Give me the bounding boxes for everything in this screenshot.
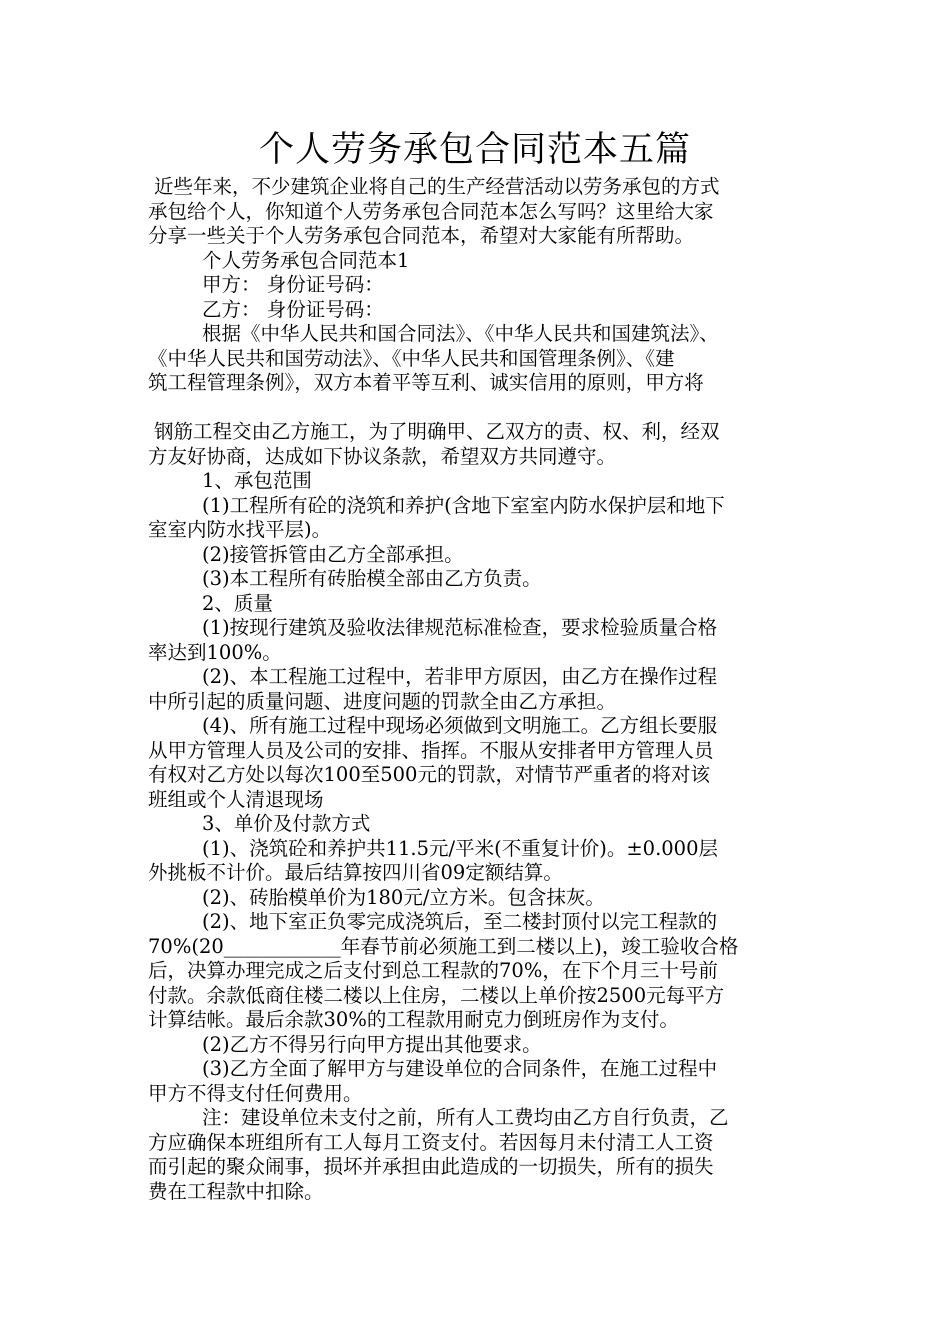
intro-line: 近些年来，不少建筑企业将自己的生产经营活动以劳务承包的方式	[154, 175, 720, 198]
note-line: 方应确保本班组所有工人每月工资支付。若因每月未付清工人工资	[148, 1130, 714, 1154]
intro-line: 分享一些关于个人劳务承包合同范本，希望对大家能有所帮助。	[148, 224, 695, 247]
document-title: 个人劳务承包合同范本五篇	[258, 130, 691, 170]
clause-line: 率达到100%。	[148, 640, 282, 664]
clause-line: (1)按现行建筑及验收法律规范标准检查，要求检验质量合格	[202, 616, 718, 639]
clause-line: 从甲方管理人员及公司的安排、指挥。不服从安排者甲方管理人员	[148, 738, 714, 762]
clause-line: (1)工程所有砼的浇筑和养护(含地下室室内防水保护层和地下	[202, 493, 725, 517]
clause-line: 外挑板不计价。最后结算按四川省09定额结算。	[148, 861, 563, 884]
clause-line: 后，决算办理完成之后支付到总工程款的70%，在下个月三十号前	[148, 959, 718, 982]
clause-line: (3)乙方全面了解甲方与建设单位的合同条件，在施工过程中	[202, 1057, 718, 1080]
basis-line: 筑工程管理条例》，双方本着平等互利、诚实信用的原则，甲方将	[148, 371, 704, 394]
clause-line: 有权对乙方处以每次100至500元的罚款，对情节严重者的将对该	[148, 763, 710, 786]
basis-cont-line: 方友好协商，达成如下协议条款，希望双方共同遵守。	[148, 444, 617, 468]
clause-line: 室室内防水找平层)。	[148, 518, 332, 541]
clause-line: (2)接管拆管由乙方全部承担。	[202, 542, 464, 566]
clause-line: (1)、浇筑砼和养护共11.5元/平米(不重复计价)。±0.000层	[202, 836, 718, 860]
document-body	[148, 175, 808, 1204]
clause-line: (2)、地下室正负零完成浇筑后，至二楼封顶付以完工程款的	[202, 910, 718, 933]
note-line: 费在工程款中扣除。	[148, 1179, 324, 1203]
note-line: 而引起的聚众闹事，损坏并承担由此造成的一切损失，所有的损失	[148, 1155, 714, 1178]
clause-line: 中所引起的质量问题、进度问题的罚款全由乙方承担。	[148, 689, 617, 713]
page-break-gap	[148, 396, 808, 421]
clause-line: 班组或个人清退现场	[148, 787, 324, 811]
clause-line: (2)、砖胎模单价为180元/立方米。包含抹灰。	[202, 885, 605, 909]
basis-line: 《中华人民共和国劳动法》、《中华人民共和国管理条例》、《建	[148, 346, 675, 370]
section-heading: 1、承包范围	[202, 469, 312, 492]
clause-line: (4)、所有施工过程中现场必须做到文明施工。乙方组长要服	[202, 714, 718, 737]
clause-line: (2)乙方不得另行向甲方提出其他要求。	[202, 1032, 542, 1056]
clause-line: (2)、本工程施工过程中，若非甲方原因，由乙方在操作过程	[202, 665, 718, 688]
clause-line: 计算结帐。最后余款30%的工程款用耐克力倒班房作为支付。	[148, 1008, 679, 1031]
party-a-line: 甲方： 身份证号码：	[202, 273, 384, 296]
contract-heading: 个人劳务承包合同范本1	[202, 248, 410, 272]
basis-cont-line: 钢筋工程交由乙方施工，为了明确甲、乙双方的责、权、利，经双	[154, 420, 720, 443]
clause-line: (3)本工程所有砖胎模全部由乙方负责。	[202, 567, 542, 590]
section-heading: 2、质量	[202, 591, 273, 615]
clause-line: 70%(20____________年春节前必须施工到二楼以上)，竣工验收合格	[148, 934, 739, 958]
party-b-line: 乙方： 身份证号码：	[202, 297, 384, 321]
section-heading: 3、单价及付款方式	[202, 812, 371, 835]
basis-line: 根据《中华人民共和国合同法》、《中华人民共和国建筑法》、	[202, 322, 719, 345]
clause-line: 付款。余款低商住楼二楼以上住房，二楼以上单价按2500元每平方	[148, 983, 725, 1007]
intro-line: 承包给个人，你知道个人劳务承包合同范本怎么写吗？这里给大家	[148, 199, 714, 223]
note-line: 注：建设单位未支付之前，所有人工费均由乙方自行负责，乙	[202, 1106, 729, 1129]
clause-line: 甲方不得支付任何费用。	[148, 1081, 363, 1105]
